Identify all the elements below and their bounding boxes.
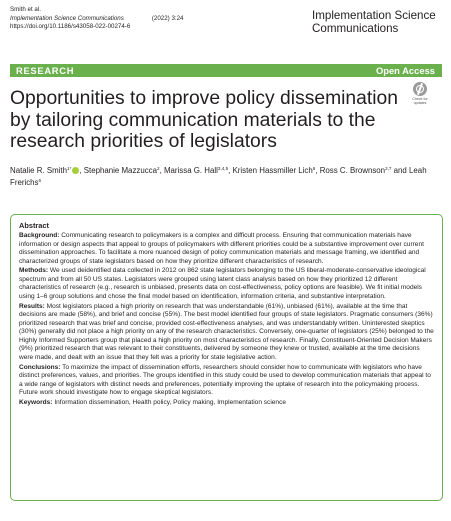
author-name (10, 166, 79, 175)
abstract-section-label: Results: (19, 302, 45, 310)
author-name (320, 166, 392, 175)
orcid-icon[interactable] (72, 167, 79, 174)
author-affiliation: 6 (312, 166, 316, 171)
author-name (84, 166, 160, 175)
author-name-text: Marissa G. Hall (163, 166, 218, 175)
article-title: Opportunities to improve policy dissemination by tailoring communication materials to the research priorities of legislators (10, 88, 398, 152)
abstract-section (19, 399, 434, 408)
open-access-label: Open Access (375, 65, 435, 76)
article-type-label: RESEARCH (16, 65, 75, 76)
abstract-section-label: Methods: (19, 267, 49, 275)
article-metadata (10, 6, 184, 32)
abstract-section-label: Keywords: (19, 399, 53, 407)
author-name-text: Stephanie Mazzucca (83, 166, 158, 175)
abstract-section-text: Information dissemination, Health policy, Policy making, Implementation science (54, 399, 286, 407)
author-name (233, 166, 316, 175)
author-name (164, 166, 228, 175)
abstract-section-label: Background: (19, 232, 60, 239)
abstract-section-text: We used deidentified data collected in 2012 on 862 state legislators belonging to the US liberal-moderate-conservative ideological spectrum and from all 50 US states. Legislators were grouped using latent class analysis based on how they prioritized 12 different characteristics of research (e.g., research is unbiased, presents data on cost-effectiveness, policy options are feasible). We fit initial models using 1–6 group solutions and chose the final model based on identification, information criteria, and substantive interpretation. (19, 267, 426, 301)
journal-name: Implementation Science Communications (312, 9, 436, 36)
journal-italic: Implementation Science Communications (10, 14, 124, 22)
abstract-section (19, 267, 434, 301)
abstract-heading: Abstract (19, 221, 49, 230)
crossmark-icon (413, 82, 427, 96)
doi-link[interactable]: https://doi.org/10.1186/s43058-022-00274-6 (10, 23, 131, 31)
author-name-text: Natalie R. Smith (10, 166, 68, 175)
abstract-box (10, 214, 443, 501)
author-conjunction: and (393, 166, 407, 175)
author-affiliation: 1* (67, 166, 72, 171)
author-name-text: Kristen Hassmiller Lich (232, 166, 313, 175)
abstract-section (19, 232, 434, 266)
author-affiliation: 6 (38, 177, 42, 183)
crossmark-label: Check for updates (412, 97, 428, 105)
abstract-section (19, 364, 434, 398)
abstract-section (19, 303, 434, 363)
abstract-section-text: Communicating research to policymakers is a complex and difficult process. Ensuring that communication materials have information or design aspects that appeal to groups of policymakers with different priorities could be a substantive improvement over current dissemination approaches. To facilitate a more nuanced design of policy communication materials and message framing, we identified and characterized groups of state legislators based on how they prioritize different characteristics of research. (19, 232, 424, 265)
author-name-text: Leah Frerichs (10, 166, 427, 187)
author-affiliation: 2 (157, 166, 160, 171)
citation-line (10, 15, 184, 24)
author-affiliation: 2,7 (385, 166, 392, 171)
author-list: Natalie R. Smith$^{1*}$ , Stephanie Mazzucca$^2$, Marissa G. Hall$^{3,4,5}$, Kristen Hassmiller Lich$^6$, Ross C. Brownson$^{2,7}$ and Leah Frerichs$^6$ (10, 166, 427, 187)
abstract-body (19, 232, 434, 408)
author-short: Smith et al. (10, 6, 41, 13)
author-affiliation: 3,4,5 (217, 166, 229, 171)
abstract-section-text: To maximize the impact of dissemination efforts, researchers should consider how to communicate with legislators who have distinct preferences, values, and priorities. The groups identified in this study could be used to develop communication materials that appeal to a wide range of legislators with distinct needs and preferences, potentially improving the uptake of research into the policymaking process. Future work should investigate how to engage skeptical legislators. (19, 363, 431, 397)
abstract-section-label: Conclusions: (19, 363, 61, 371)
year-volume: (2022) 3:24 (151, 14, 184, 22)
check-for-updates-button[interactable] (407, 82, 433, 104)
abstract-section-text: Most legislators placed a high priority on research that was understandable (61%), unbiased (61%), available at the time that decisions are made (58%), and brief and concise (55%). The best model identified four groups of state legislators. Pragmatic consumers (36%) prioritized research that was brief and concise, provided cost-effectiveness analyses, and was understandably written. Uninterested skeptics (30%) generally did not place a high priority on any of the research characteristics. Conversely, one-quarter of legislators (25%) belonged to the Highly Informed Supporters group that placed a high priority on most characteristics of research. Finally, Constituent-Oriented Decision Makers (9%) prioritized research that was relevant to their constituents, delivered by someone they knew or trusted, available at the time decisions were made, and dealt with an issue that they felt was a priority for state legislative action. (19, 302, 434, 362)
article-type-banner (10, 64, 442, 77)
author-name-text: Ross C. Brownson (319, 166, 386, 175)
